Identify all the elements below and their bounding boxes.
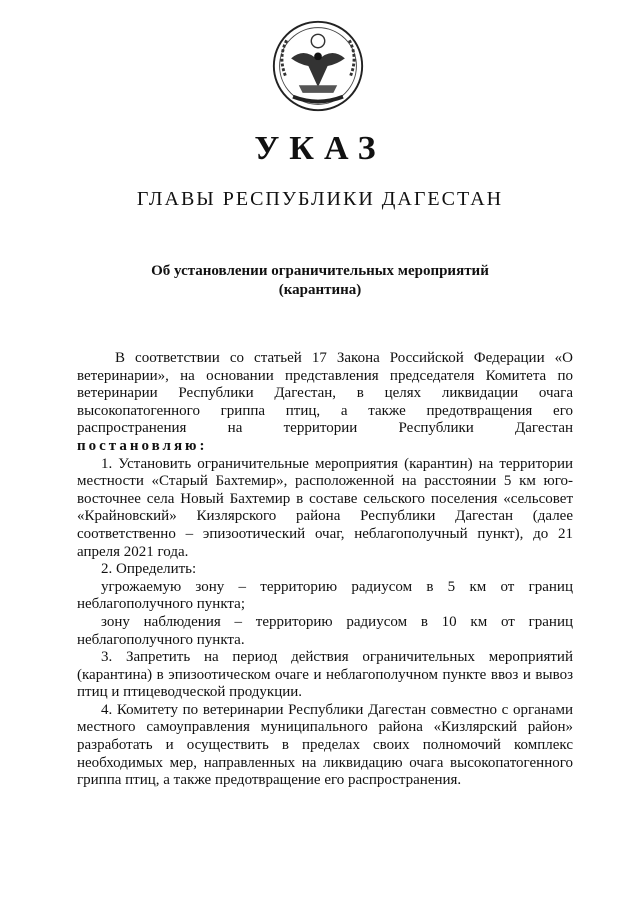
decree-heading xyxy=(0,262,640,300)
intro-paragraph: В соответствии со статьей 17 Закона Российской Федерации «О ветеринарии», на основании представления председателя Комитета по ветеринарии Республики Дагестан, в целях ликвидации очага высокопатогенного гриппа птиц, а также предотвращения его распространения на территории Республики Дагестан xyxy=(77,350,573,437)
coat-of-arms-icon xyxy=(270,18,366,114)
item-3: 3. Запретить на период действия ограничительных мероприятий (карантина) в эпизоотическом очаге и неблагополучном пункте ввоз и вывоз птиц и птицеводческой продукции. xyxy=(77,649,573,701)
decree-body xyxy=(77,350,573,790)
document-title: УКАЗ xyxy=(254,130,386,167)
heading-line-2: (карантина) xyxy=(278,282,362,298)
item-1: 1. Установить ограничительные мероприятия (карантин) на территории местности «Старый Бахтемир», расположенной на расстоянии 5 км юго-восточнее села Новый Бахтемир в составе сельского поселения «сельсовет «Крайновский» Кизлярского района Республики Дагестан (далее соответственно – эпизоотический очаг, неблагополучный пункт), до 21 апреля 2021 года. xyxy=(77,455,573,560)
item-2a: угрожаемую зону – территорию радиусом в 5 км от границ неблагополучного пункта; xyxy=(77,578,573,613)
document-subtitle: ГЛАВЫ РЕСПУБЛИКИ ДАГЕСТАН xyxy=(136,188,504,210)
decree-word: постановляю: xyxy=(77,437,208,454)
item-2: 2. Определить: xyxy=(101,561,197,578)
heading-line-1: Об установлении ограничительных мероприятий xyxy=(151,263,489,279)
item-2b: зону наблюдения – территорию радиусом в 10 км от границ неблагополучного пункта. xyxy=(77,613,573,648)
item-4: 4. Комитету по ветеринарии Республики Дагестан совместно с органами местного самоуправления муниципального района «Кизлярский район» разработать и осуществить в пределах своих полномочий комплекс необходимых мер, направленных на ликвидацию очага высокопатогенного гриппа птиц, а также предотвращение его распространения. xyxy=(77,701,573,789)
